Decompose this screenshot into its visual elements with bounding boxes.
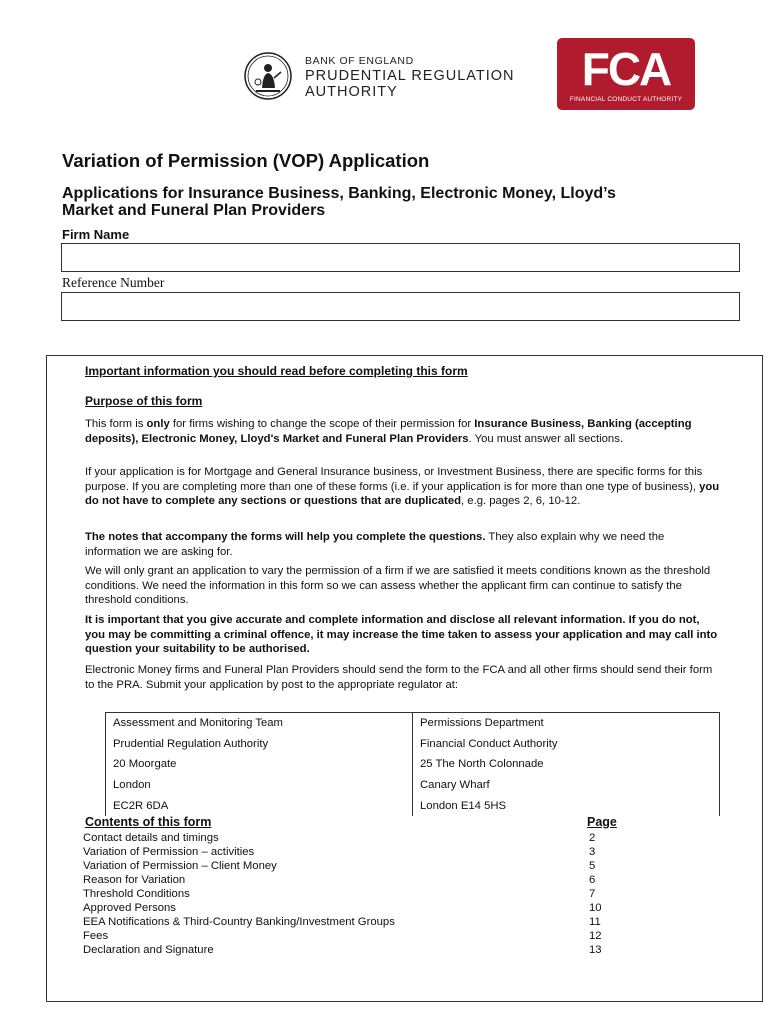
toc-item-label: Threshold Conditions [83,888,190,900]
reference-number-label: Reference Number [62,275,165,290]
paragraph-purpose [85,417,720,446]
toc-item-page: 3 [589,846,596,858]
page-column-heading: Page [587,815,617,829]
table-row [106,754,720,775]
page-subtitle: Applications for Insurance Business, Banking, Electronic Money, Lloyd’s Market and Funeral Plan Providers [62,185,616,219]
address-table [105,712,720,816]
p3-text-a: The notes that accompany the forms will help you complete the questions. [85,531,486,543]
toc-item-page: 7 [589,888,596,900]
p1-text-d: Insurance Business, Banking (accepting deposits), Electronic Money, Lloyd's Market and Funeral Plan Providers [85,418,692,445]
paragraph-other-forms [85,465,720,509]
toc-item-label: Declaration and Signature [83,944,214,956]
p1-text-c: for firms wishing to change the scope of their permission for [169,418,475,430]
fca-logo [557,38,695,110]
paragraph-submit: Electronic Money firms and Funeral Plan Providers should send the form to the FCA and all other firms should send their form to the PRA. Submit your application by post to the appropriate regulator at: [85,664,713,691]
boe-line1: BANK OF ENGLAND [305,55,414,67]
table-row [106,775,720,796]
paragraph-warning: It is important that you give accurate and complete information and disclose all relevant information. If you do not, you may be committing a criminal offence, it may increase the time taken to assess your application and may call into question your suitability to be authorised. [85,614,718,655]
purpose-heading: Purpose of this form [85,394,203,408]
pra-address-line: London [106,775,413,796]
paragraph-threshold: We will only grant an application to vary the permission of a firm if we are satisfied it meets conditions known as the threshold conditions. We need the information in this form so we can assess whether the applicant firm can continue to satisfy the threshold conditions. [85,565,711,606]
toc-item-label: EEA Notifications & Third-Country Banking/Investment Groups [83,916,395,928]
table-row [106,795,720,816]
toc-item-label: Fees [83,930,109,942]
pra-address-line: EC2R 6DA [106,795,413,816]
toc-item-label: Contact details and timings [83,832,219,844]
toc-item-page: 10 [589,902,602,914]
toc-item-label: Variation of Permission – Client Money [83,860,277,872]
p1-text-e: . You must answer all sections. [468,432,624,445]
toc-item-page: 6 [589,874,596,886]
bank-of-england-seal-icon [244,52,292,100]
boe-line2: PRUDENTIAL REGULATION [305,67,515,84]
pra-address-line: 20 Moorgate [106,754,413,775]
page-title: Variation of Permission (VOP) Application [62,150,430,171]
fca-address-line: Canary Wharf [413,775,720,796]
toc-item-page: 12 [589,930,602,942]
p2-text-b: you do not have to complete any sections or questions that are duplicated [85,480,720,507]
pra-address-line: Assessment and Monitoring Team [106,713,413,734]
table-row [106,734,720,755]
contents-heading: Contents of this form [85,815,212,829]
p1-text-b: only [146,418,170,430]
pra-address-line: Prudential Regulation Authority [106,734,413,755]
p1-text-a: This form is [85,418,147,430]
toc-item-page: 2 [589,832,596,844]
paragraph-notes [85,530,720,559]
firm-name-label: Firm Name [62,227,130,242]
table-row [106,713,720,734]
p3-text-b: They also explain why we need the information we are asking for. [85,531,665,558]
reference-number-field[interactable] [61,292,740,321]
fca-letters: FCA [581,43,671,95]
toc-item-page: 5 [589,860,596,872]
firm-name-field[interactable] [61,243,740,272]
fca-address-line: Financial Conduct Authority [413,734,720,755]
important-info-heading: Important information you should read before completing this form [85,364,468,378]
p2-text-c: , e.g. pages 2, 6, 10-12. [461,495,581,507]
toc-item-page: 13 [589,944,602,956]
boe-line3: AUTHORITY [305,84,398,100]
toc-item-label: Reason for Variation [83,874,186,886]
toc-item-page: 11 [589,916,601,928]
fca-address-line: 25 The North Colonnade [413,754,720,775]
fca-address-line: London E14 5HS [413,795,720,816]
toc-item-label: Variation of Permission – activities [83,846,255,858]
fca-subtitle: FINANCIAL CONDUCT AUTHORITY [569,96,683,103]
toc-item-label: Approved Persons [83,902,176,914]
boe-pra-wordmark [305,56,515,100]
fca-address-line: Permissions Department [413,713,720,734]
p2-text-a: If your application is for Mortgage and General Insurance business, or Investment Business, there are specific forms for this purpose. If you are completing more than one of these forms (i.e. if your application is for more than one type of business), [85,466,703,493]
